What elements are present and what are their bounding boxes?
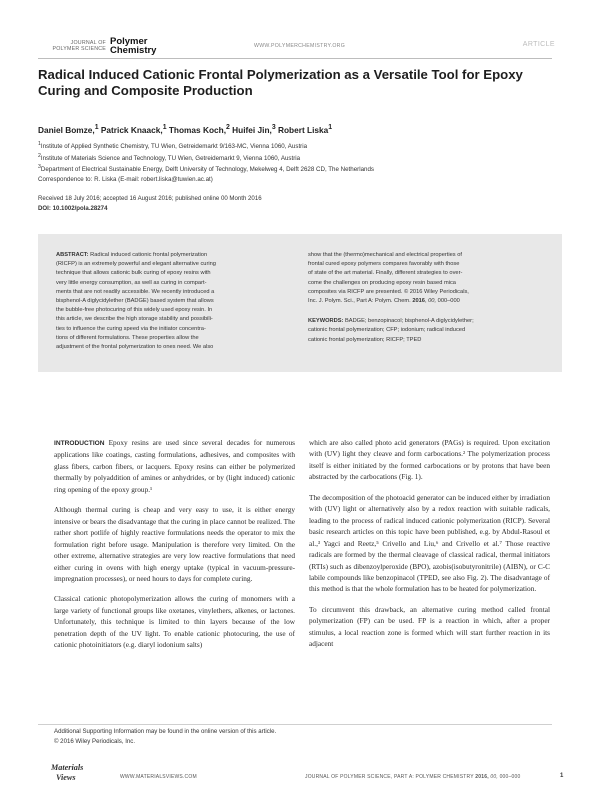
abstract-line: ments that are not readily accessible. We recently introduced a bbox=[56, 288, 215, 295]
journal-name-line2: POLYMER SCIENCE bbox=[52, 46, 106, 52]
logo-text-bottom: Views bbox=[56, 773, 76, 782]
keywords-text: BADGE; benzopinacol; bisphenol-A diglycidylether; bbox=[344, 318, 474, 325]
journal-brand-line1: Polymer bbox=[110, 36, 148, 47]
section-label: ARTICLE bbox=[522, 41, 555, 48]
author[interactable] bbox=[278, 125, 332, 135]
abstract-line: the bubble-free photocuring of this widely used epoxy resin. In bbox=[56, 307, 213, 314]
body-paragraph: The decomposition of the photoacid generator can be induced either by irradiation with (UV) light or alternatively also by a redox reaction with suitable radicals, leading to the process of radical induced cationic polymerization (RICP). Several basic research articles on this topic have been published, e.g. by Abdul-Rasoul et al.,³ Yagci and Reetz,⁵ Crivello and Liu,⁶ and Crivello et al.⁷ Those reactive radicals are formed by the thermal cleavage of classical radical, thermal initiators (RTIs) such as dibenzoylperoxide (BPO), azobis(isobutyronitrile) (AIBN), or C-C labile compounds like benzopinacol (TPED, see also Fig. 2). The disadvantage of this method is that the whole formulation has to be heated for polymerization. bbox=[309, 492, 550, 594]
author-name: Huifei Jin, bbox=[232, 124, 272, 135]
author-list bbox=[38, 124, 558, 135]
author-affiliation-mark: 1 bbox=[94, 124, 99, 131]
doi-link[interactable]: 10.1002/pola.28274 bbox=[52, 204, 108, 212]
correspondence[interactable]: Correspondence to: R. Liska (E-mail: robert.liska@tuwien.ac.at) bbox=[38, 175, 213, 183]
body-right-column bbox=[309, 437, 550, 659]
abstract-citation: Inc. J. Polym. Sci., Part A: Polym. Chem. 2016, 00, 000–000 bbox=[308, 297, 460, 304]
footer-rule bbox=[38, 724, 552, 725]
materials-views-logo-icon bbox=[50, 760, 84, 784]
abstract-line: ties to influence the curing speed via the initiator concentra- bbox=[56, 325, 206, 332]
abstract-line: composites via RICFP are presented. © 2016 Wiley Periodicals, bbox=[308, 288, 469, 295]
abstract-line: (RICFP) is an extremely powerful and elegant alternative curing bbox=[56, 261, 216, 268]
abstract-line: this article, we describe the high storage stability and possibili- bbox=[56, 316, 213, 323]
abstract-spacer bbox=[308, 306, 546, 317]
affiliation-mark: 1 bbox=[38, 141, 41, 147]
author-affiliation-mark: 1 bbox=[328, 124, 333, 131]
author-affiliation-mark: 3 bbox=[271, 124, 276, 131]
footer-journal-year: 2016, bbox=[475, 774, 489, 780]
abstract-line bbox=[56, 251, 293, 260]
body-left-column bbox=[54, 437, 295, 660]
journal-name-line1: JOURNAL OF bbox=[70, 40, 106, 46]
article-dates bbox=[38, 194, 558, 213]
abstract-left bbox=[56, 251, 293, 352]
abstract-line: come the challenges on producing epoxy resin based mica bbox=[308, 279, 456, 286]
citation-year: 2016 bbox=[412, 297, 425, 304]
abstract-label: ABSTRACT: bbox=[56, 252, 89, 258]
author[interactable] bbox=[38, 125, 99, 135]
keywords-line: cationic frontal polymerization; CFP; iodonium; radical induced bbox=[308, 327, 466, 334]
abstract-line-text: Radical induced cationic frontal polymerization bbox=[90, 252, 208, 258]
footer-journal-citation bbox=[305, 774, 520, 780]
author-name: Daniel Bomze, bbox=[38, 124, 95, 135]
author-name: Thomas Koch, bbox=[168, 124, 227, 135]
abstract-line: tions of different formulations. These properties allow the bbox=[56, 334, 199, 341]
copyright-note: © 2016 Wiley Periodicals, Inc. bbox=[54, 738, 136, 745]
keywords-line: cationic frontal polymerization; RICFP; TPED bbox=[308, 336, 422, 343]
supporting-info-note: Additional Supporting Information may be found in the online version of this article. bbox=[54, 728, 277, 735]
author-affiliation-mark: 2 bbox=[226, 124, 230, 131]
keywords-line bbox=[308, 317, 546, 326]
body-paragraph: Although thermal curing is cheap and very easy to use, it is either energy intensive or bears the disadvantage that the curing in place cannot be realized. The rather short potlife of highly reactive formulations needs the operator to mix the formulation right before usage. Manipulation is therefore very limited. On the other extreme, alternative strategies are very low reactive formulations that need either curing in ovens with high energy uptake (typical in vacuum-pressure-impregnation processes), or need hours to days for complete curing. bbox=[54, 505, 295, 583]
citation-pages: 000–000 bbox=[437, 297, 460, 304]
materials-url[interactable]: WWW.MATERIALSVIEWS.COM bbox=[120, 774, 197, 780]
page-number: 1 bbox=[560, 773, 564, 779]
abstract-line: frontal cured epoxy polymers compares favorably with those bbox=[308, 261, 460, 268]
article-title: Radical Induced Cationic Frontal Polymerization as a Versatile Tool for Epoxy Curing and Composite Production bbox=[38, 67, 523, 98]
author-name: Patrick Knaack, bbox=[100, 124, 163, 135]
body-paragraph: which are also called photo acid generators (PAGs) is required. Upon excitation with (UV) light they cleave and form carbocations.² The polymerization process itself is either initiated by the formed carbocations or by protons that have been abstracted by the carbocations (Fig. 1). bbox=[309, 438, 550, 482]
keywords-label: KEYWORDS: bbox=[308, 318, 344, 325]
affiliation bbox=[38, 163, 558, 175]
intro-heading: INTRODUCTION bbox=[54, 440, 105, 447]
journal-brand bbox=[110, 37, 156, 55]
body-paragraph: Classical cationic photopolymerization allows the curing of monomers with a large variety of functional groups like oxetanes, vinylethers, alkenes, or lactones. Unfortunately, this technique is limited to thin layers because of the low penetration depth of the UV light. To enable cationic photocuring, the use of cationic photoinitiators (e.g. diaryl iodonium salts) bbox=[54, 594, 295, 650]
author[interactable] bbox=[169, 125, 230, 135]
logo-text-top: Materials bbox=[51, 763, 84, 772]
journal-brand-line2: Chemistry bbox=[110, 45, 157, 56]
abstract-line: bisphenol-A diglycidylether (BADGE) based system that allows bbox=[56, 297, 214, 304]
abstract-right bbox=[308, 251, 546, 345]
journal-url[interactable]: WWW.POLYMERCHEMISTRY.ORG bbox=[254, 43, 346, 49]
author-name: Robert Liska bbox=[277, 124, 329, 135]
journal-header bbox=[52, 36, 557, 56]
affiliation-text: Institute of Applied Synthetic Chemistry, TU Wien, Getreidemarkt 9/163-MC, Vienna 1060, Austria bbox=[40, 143, 308, 151]
affiliation bbox=[38, 140, 558, 152]
journal-name bbox=[52, 40, 106, 52]
affiliation-mark: 3 bbox=[38, 164, 41, 171]
header-rule bbox=[38, 58, 552, 59]
citation-journal: Inc. J. Polym. Sci., Part A: Polym. Chem. bbox=[308, 297, 411, 304]
received-dates: Received 18 July 2016; accepted 16 August 2016; published online 00 Month 2016 bbox=[38, 195, 262, 202]
author[interactable] bbox=[232, 125, 276, 135]
affiliation bbox=[38, 152, 558, 164]
footer-journal-pages: 000–000 bbox=[499, 774, 521, 780]
footer-journal-name: JOURNAL OF POLYMER SCIENCE, PART A: POLYMER CHEMISTRY bbox=[305, 774, 474, 780]
abstract-line: of state of the art material. Finally, different strategies to over- bbox=[308, 270, 463, 277]
doi-line bbox=[38, 204, 558, 214]
affiliation-mark: 2 bbox=[38, 152, 41, 159]
footnotes bbox=[54, 727, 554, 747]
body-paragraph: To circumvent this drawback, an alternative curing method called frontal polymerization (FP) can be used. FP is a reaction in which, after a proper stimulus, a local reaction zone is formed which will start further reaction in its adjacent bbox=[309, 604, 550, 649]
abstract-line: adjustment of the frontal polymerization to ones need. We also bbox=[56, 343, 214, 350]
citation-volume: 00, bbox=[428, 297, 437, 304]
abstract-line: show that the (thermo)mechanical and electrical properties of bbox=[308, 252, 462, 258]
abstract-line: technique that allows cationic bulk curing of epoxy resins with bbox=[56, 270, 211, 277]
affiliations bbox=[38, 140, 558, 184]
body-paragraph bbox=[54, 437, 295, 495]
affiliation-text: Institute of Materials Science and Technology, TU Wien, Getreidemarkt 9, Vienna 1060, Austria bbox=[40, 154, 301, 162]
paragraph-text: Epoxy resins are used since several decades for numerous applications like coatings, casting formulations, adhesives, and composites with glass fibers, carbon fibers, or lacquers. Epoxy resins can either be polymerized thermally by polyaddition of amines or anhydrides, or by (light induced) cationic ring opening of the epoxy group.¹ bbox=[54, 438, 296, 494]
footer-journal-volume: 00, bbox=[490, 774, 498, 780]
author[interactable] bbox=[101, 125, 167, 135]
affiliation-text: Department of Electrical Sustainable Energy, Delft University of Technology, Mekelweg 4, Delft 2628 CD, The Netherlands bbox=[40, 166, 375, 174]
author-affiliation-mark: 1 bbox=[162, 124, 167, 131]
materials-views-logo[interactable] bbox=[50, 760, 84, 784]
abstract-line: very little energy consumption, as well as curing in compart- bbox=[56, 279, 207, 286]
doi-label: DOI: bbox=[38, 204, 51, 212]
